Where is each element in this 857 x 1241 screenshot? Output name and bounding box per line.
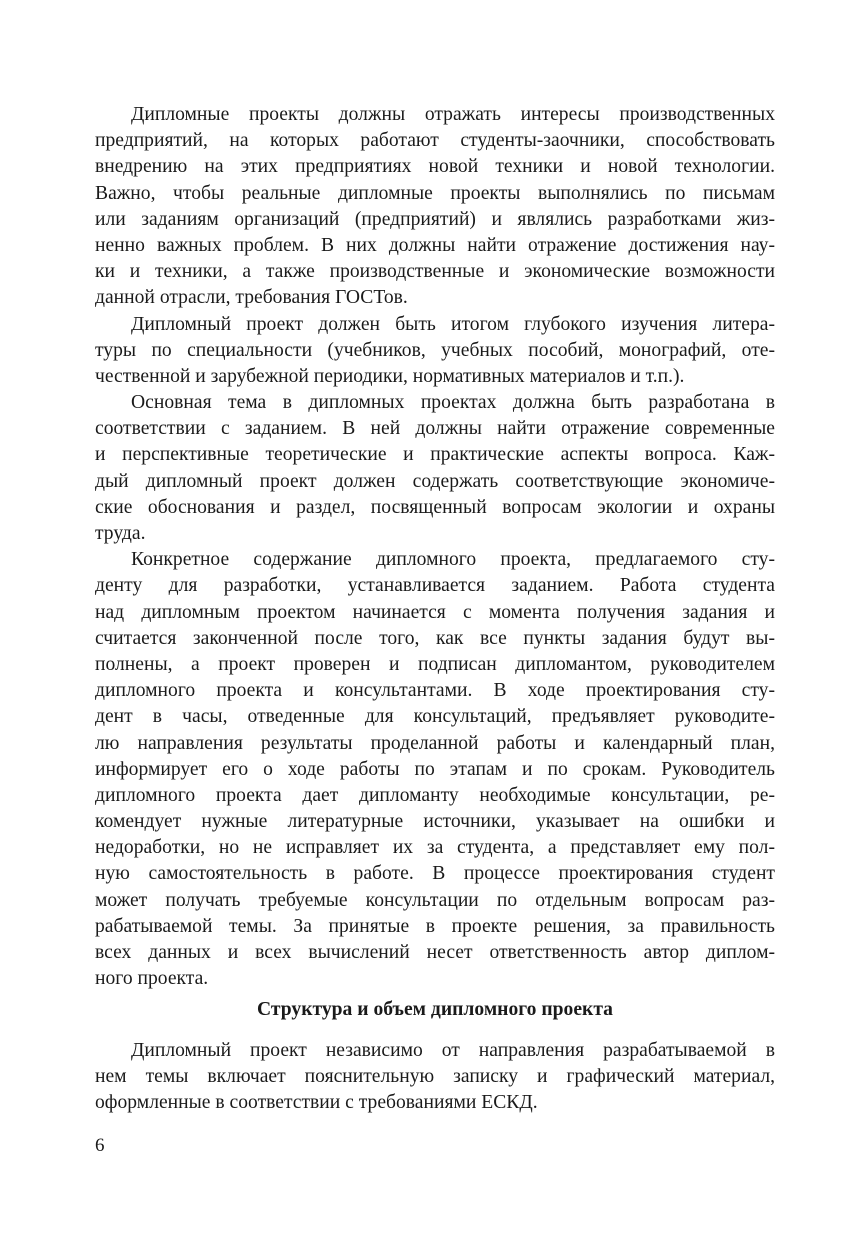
paragraph-3-line: дый дипломный проект должен содержать соответствующие экономиче- — [95, 470, 775, 492]
paragraph-1-line: ки и техники, а также производственные и экономические возможности — [95, 261, 775, 283]
page-number: 6 — [95, 1135, 105, 1156]
section-heading: Структура и объем дипломного проекта — [257, 999, 613, 1020]
paragraph-4-line: полнены, а проект проверен и подписан дипломантом, руководителем — [95, 653, 775, 675]
paragraph-1-line: ненно важных проблем. В них должны найти отражение достижения нау- — [95, 234, 775, 256]
paragraph-1-line: или заданиям организаций (предприятий) и являлись разработками жиз- — [95, 208, 775, 230]
paragraph-4-line: ную самостоятельность в работе. В процессе проектирования студент — [95, 863, 775, 885]
paragraph-4-line: всех данных и всех вычислений несет ответственность автор диплом- — [95, 942, 775, 963]
paragraph-4-line: Конкретное содержание дипломного проекта, предлагаемого сту- — [131, 549, 775, 571]
paragraph-4-line: дипломного проекта и консультантами. В ходе проектирования сту- — [95, 680, 775, 702]
paragraph-2-line: туры по специальности (учебников, учебных пособий, монографий, оте- — [95, 339, 775, 361]
paragraph-4-line: информирует его о ходе работы по этапам и по срокам. Руководитель — [95, 758, 775, 780]
paragraph-1-line: внедрению на этих предприятиях новой техники и новой технологии. — [95, 156, 775, 178]
section-paragraph-line: Дипломный проект независимо от направления разрабатываемой в — [131, 1040, 775, 1061]
paragraph-3-line: и перспективные теоретические и практические аспекты вопроса. Каж- — [95, 444, 775, 466]
paragraph-3-line: Основная тема в дипломных проектах должна быть разработана в — [131, 392, 775, 414]
paragraph-4-line: комендует нужные литературные источники, указывает на ошибки и — [95, 811, 775, 833]
paragraph-4-line: денту для разработки, устанавливается заданием. Работа студента — [95, 575, 775, 597]
paragraph-4-line: над дипломным проектом начинается с момента получения задания и — [95, 601, 775, 623]
paragraph-4-line: лю направления результаты проделанной работы и календарный план, — [95, 732, 775, 754]
section-paragraph-line: оформленные в соответствии с требованиями ЕСКД. — [95, 1092, 538, 1114]
section-body-text — [95, 1038, 775, 1117]
paragraph-2-line: Дипломный проект должен быть итогом глубокого изучения литера- — [131, 313, 775, 335]
paragraph-4-line: дент в часы, отведенные для консультаций, предъявляет руководите- — [95, 706, 775, 728]
paragraph-4-line: ного проекта. — [95, 968, 209, 990]
paragraph-1-line: Важно, чтобы реальные дипломные проекты выполнялись по письмам — [95, 182, 775, 204]
paragraph-2-line: чественной и зарубежной периодики, нормативных материалов и т.п.). — [95, 365, 685, 387]
paragraph-4-line: может получать требуемые консультации по отдельным вопросам раз- — [95, 889, 775, 911]
paragraph-1-line: Дипломные проекты должны отражать интересы производственных — [131, 104, 775, 125]
paragraph-1-line: предприятий, на которых работают студенты-заочники, способствовать — [95, 130, 775, 152]
body-text — [95, 102, 775, 992]
paragraph-3-line: ские обоснования и раздел, посвященный вопросам экологии и охраны — [95, 496, 775, 518]
paragraph-4-line: дипломного проекта дает дипломанту необходимые консультации, ре- — [95, 784, 775, 806]
paragraph-3-line: соответствии с заданием. В ней должны найти отражение современные — [95, 418, 775, 440]
paragraph-4-line: недоработки, но не исправляет их за студента, а представляет ему пол- — [95, 837, 775, 859]
section-paragraph-line: нем темы включает пояснительную записку и графический материал, — [95, 1066, 775, 1088]
paragraph-1-line: данной отрасли, требования ГОСТов. — [95, 287, 408, 309]
paragraph-4-line: рабатываемой темы. За принятые в проекте решения, за правильность — [95, 915, 775, 937]
paragraph-3-line: труда. — [95, 523, 146, 544]
paragraph-4-line: считается законченной после того, как все пункты задания будут вы- — [95, 627, 775, 649]
